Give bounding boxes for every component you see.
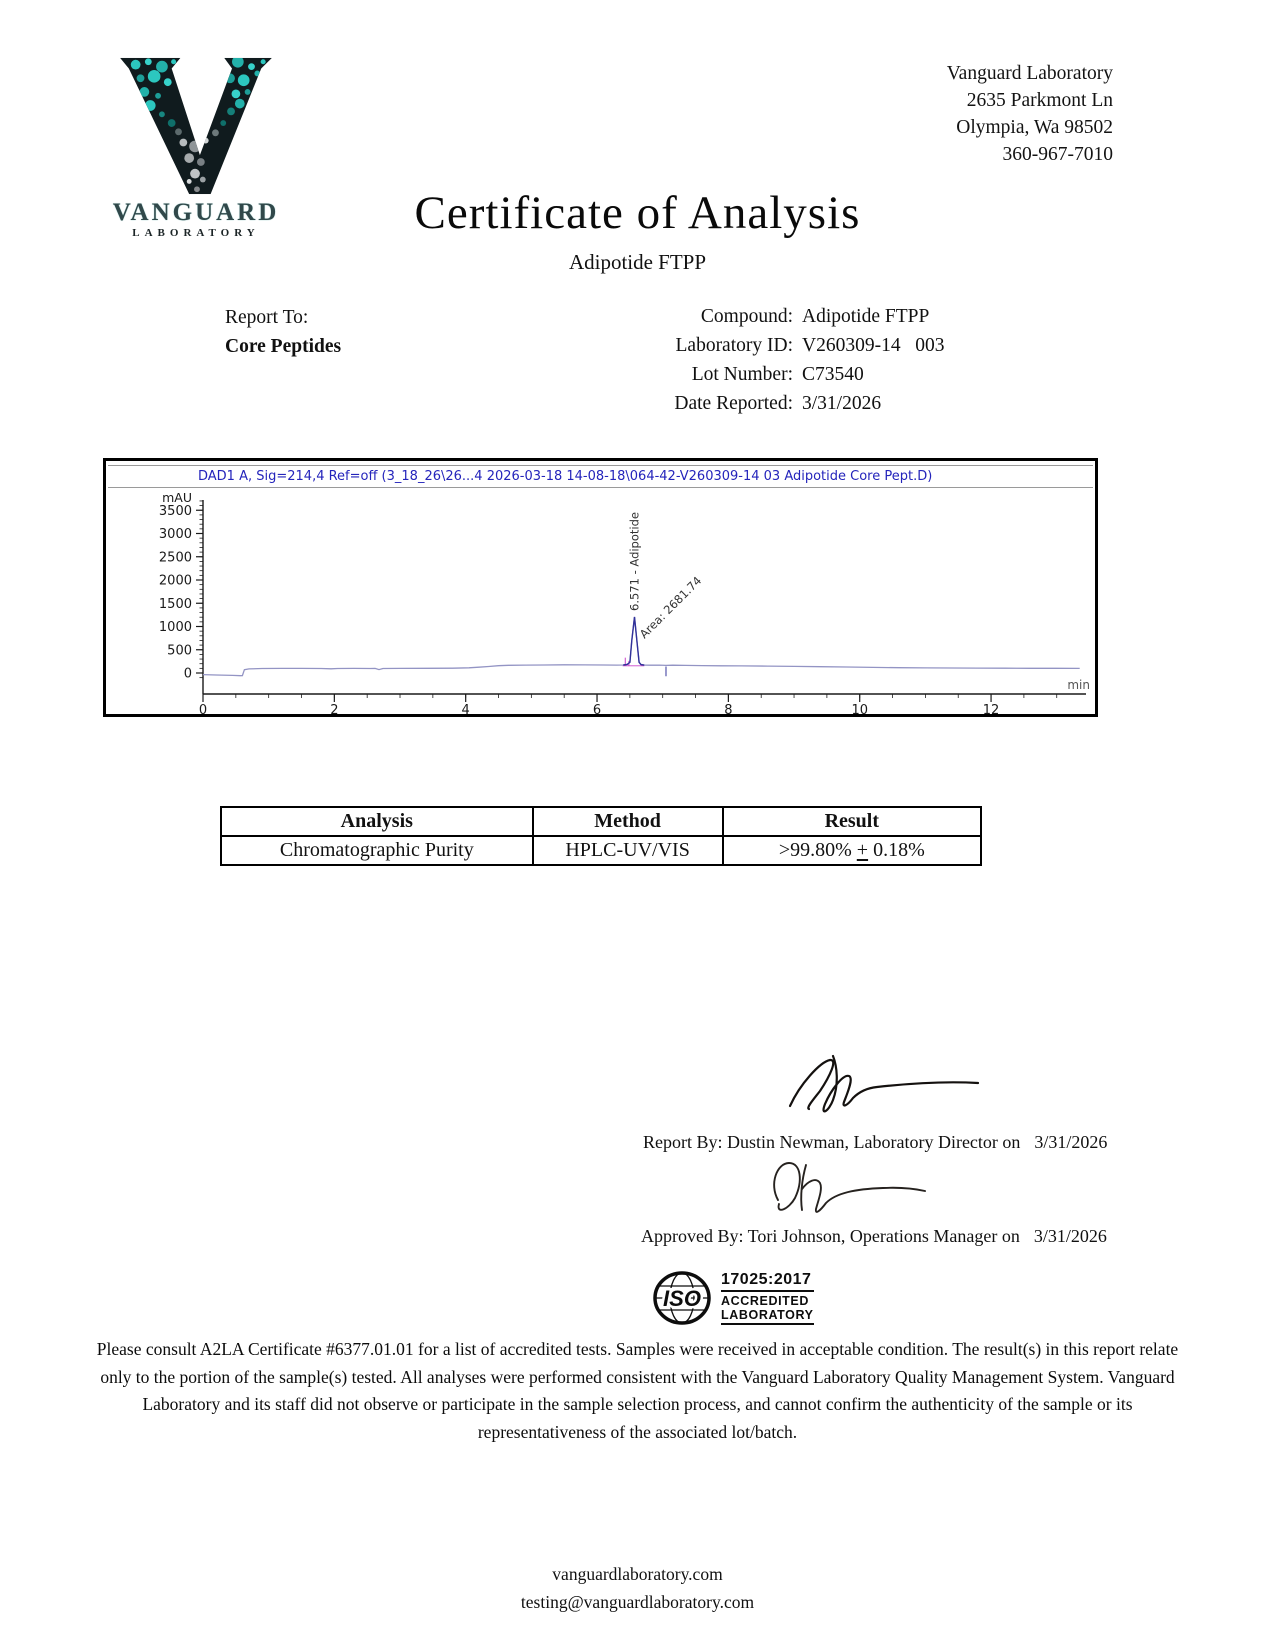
lot-number-label: Lot Number: [691,364,793,385]
report-by-line [643,1132,1107,1153]
analysis-cell: Chromatographic Purity [221,836,533,865]
report-by-label: Report By: Dustin Newman, Laboratory Director on [643,1132,1021,1152]
date-reported-value: 3/31/2026 [802,393,882,414]
results-table [220,806,982,866]
svg-text:mAU: mAU [162,490,192,505]
table-row [221,836,981,865]
footer-email: testing@vanguardlaboratory.com [520,1592,755,1612]
footer [0,1560,1275,1616]
compound-value: Adipotide FTPP [802,306,930,327]
approved-by-label: Approved By: Tori Johnson, Operations Manager on [641,1226,1020,1246]
iso-accredited-label: ACCREDITED [721,1294,809,1308]
lab-phone: 360-967-7010 [1002,144,1113,165]
date-reported-label: Date Reported: [674,393,793,414]
lab-street: 2635 Parkmont Ln [966,90,1113,111]
chromatogram-panel [103,458,1098,717]
method-cell: HPLC-UV/VIS [533,836,723,865]
svg-text:500: 500 [167,643,192,659]
analysis-column-header: Analysis [221,807,533,836]
iso-text: ISO [663,1286,701,1311]
svg-text:2000: 2000 [158,573,192,589]
svg-text:12: 12 [982,703,1000,714]
results-header-row [221,807,981,836]
report-by-date: 3/31/2026 [1034,1132,1108,1152]
result-value-prefix: >99.80% [778,839,857,861]
iso-laboratory-label: LABORATORY [721,1308,814,1325]
svg-text:1500: 1500 [158,596,192,612]
iso-standard: 17025:2017 [721,1271,814,1292]
compound-label: Compound: [700,306,793,327]
lab-city: Olympia, Wa 98502 [956,117,1113,138]
lot-number-value: C73540 [802,364,864,385]
lab-address-block [947,60,1113,168]
svg-text:6.571 - Adipotide: 6.571 - Adipotide [627,511,642,611]
result-value-suffix: 0.18% [868,839,925,861]
chromatogram-title: DAD1 A, Sig=214,4 Ref=off (3_18_26\26...4 2026-03-18 14-08-18\064-42-V260309-14 03 Adipotide Core Pept.D) [108,465,1093,488]
vanguard-v-logo-icon [112,52,280,198]
svg-text:1000: 1000 [158,620,192,635]
page-subtitle: Adipotide FTPP [568,250,707,274]
svg-text:8: 8 [724,703,733,714]
iso-globe-icon [652,1268,714,1328]
method-column-header: Method [533,807,723,836]
svg-text:4: 4 [461,703,470,714]
lab-name: Vanguard Laboratory [946,63,1113,84]
report-to-block [225,303,341,361]
report-by-signature-image [778,1050,988,1122]
approved-by-date: 3/31/2026 [1033,1226,1107,1246]
result-column-header: Result [723,807,981,836]
approved-by-signature-image [760,1154,935,1220]
svg-text:2: 2 [330,703,339,714]
svg-text:3000: 3000 [158,527,192,542]
logo-wordmark: VANGUARD [112,199,280,226]
svg-text:10: 10 [851,703,868,714]
result-plus-minus: + [856,839,869,861]
page-title: Certificate of Analysis [414,187,861,239]
svg-text:2500: 2500 [158,550,192,566]
footer-website: vanguardlaboratory.com [552,1564,723,1584]
svg-text:min: min [1067,678,1090,692]
report-to-label: Report To: [225,307,309,328]
result-cell [723,836,981,865]
iso-accreditation-badge [652,1268,814,1328]
svg-text:3500: 3500 [158,503,192,519]
laboratory-id-label: Laboratory ID: [675,335,793,356]
laboratory-id-value: V260309-14 003 [802,335,945,356]
svg-text:Area: 2681.74: Area: 2681.74 [636,573,705,642]
disclaimer-text: Please consult A2LA Certificate #6377.01.01 for a list of accredited tests. Samples were received in acceptable condition. The result(s) in this report relate only to the portion of the sample(s) tested. All analyses were performed consistent with the Vanguard Laboratory Quality Management System. Vanguard Laboratory and its staff did not observe or participate in the sample selection process, and cannot confirm the authenticity of the sample or its representativeness of the associated lot/batch. [96,1339,1179,1442]
sample-info-block [655,303,944,418]
chromatogram-plot [108,488,1093,714]
logo-sub-wordmark: LABORATORY [132,227,260,239]
svg-text:6: 6 [592,703,602,714]
report-to-value: Core Peptides [225,336,342,357]
svg-text:0: 0 [198,703,208,714]
approved-by-line [641,1226,1107,1247]
svg-text:0: 0 [183,666,192,682]
iso-label-block [721,1271,814,1325]
